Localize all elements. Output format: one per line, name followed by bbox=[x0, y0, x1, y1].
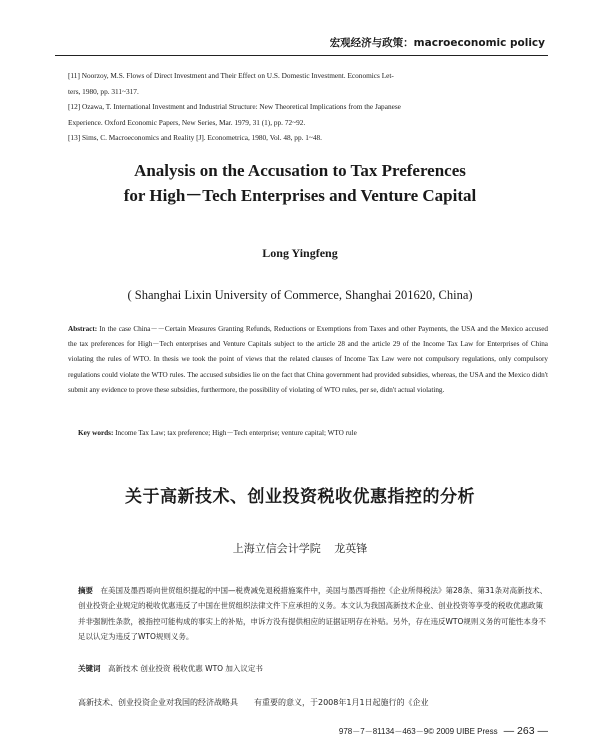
author-name: Long Yingfeng bbox=[262, 246, 338, 260]
reference-item bbox=[68, 130, 546, 146]
chinese-keywords-text: 高新技术 创业投资 税收优惠 WTO 加入议定书 bbox=[108, 664, 263, 673]
paper-title-line: for High－Tech Enterprises and Venture Capital bbox=[123, 186, 477, 205]
reference-item bbox=[68, 68, 546, 99]
abstract-label: Abstract: bbox=[68, 325, 98, 333]
footer-isbn: 978－7－81134－463－9© 2009 UIBE Press bbox=[338, 727, 498, 736]
chinese-author-line bbox=[0, 540, 600, 556]
reference-list bbox=[68, 68, 546, 146]
reference-text: [11] Noorzoy, M.S. Flows of Direct Investment and Their Effect on U.S. Domestic Investment. Economics Let- bbox=[68, 71, 394, 80]
abstract bbox=[68, 322, 548, 398]
chinese-abstract-label: 摘要 bbox=[78, 586, 93, 595]
reference-text: [13] Sims, C. Macroeconomics and Reality [J]. Econometrica, 1980, Vol. 48, pp. 1~48. bbox=[68, 133, 322, 142]
reference-text-continued: Experience. Oxford Economic Papers, New Series, Mar. 1979, 31 (1), pp. 72~92. bbox=[68, 117, 306, 127]
chinese-abstract-text: 在美国及墨西哥向世贸组织提起的中国—税费减免退税措施案件中，美国与墨西哥指控《企业所得税法》第28条、第31条对高新技术、创业投资企业规定的税收优惠违反了中国在世贸组织法律文件下应承担的义务。本文认为我国高新技术企业、创业投资等享受的税收优惠政策并非强制性条款，被指控可能构成的事实上的补贴，申诉方没有提供相应的证据证明存在补贴。另外，存在违反WTO规则义务的可能性本身不足以认定为违反了WTO规则义务。 bbox=[78, 586, 548, 641]
reference-item bbox=[68, 99, 546, 130]
author-affiliation: ( Shanghai Lixin University of Commerce, Shanghai 201620, China) bbox=[127, 288, 473, 302]
page-footer bbox=[339, 725, 548, 737]
abstract-text: In the case China－－Certain Measures Granting Refunds, Reductions or Exemptions from Taxes and other Payments, the USA and the Mexico accused the tax preferences for High－Tech enterprises and Venture Capitals subject to the article 28 and the article 29 of the Income Tax Law for Enterprises of China violating the rules of WTO. In thesis we took the point of views that the related clauses of Income Tax Law were not compulsory regulations, only compulsory regulations could violate the WTO rules. The accused subsidies lie on the fact that China government had provided subsidies, whereas, the USA and the Mexico didn't submit any evidence to prove these subsidies, furthermore, the possibility of violating of WTO rules, per se, didn't actual violating. bbox=[68, 325, 549, 394]
keywords-text: Income Tax Law; tax preference; High－Tech enterprise; venture capital; WTO rule bbox=[115, 429, 357, 437]
chinese-abstract bbox=[78, 583, 548, 644]
chinese-keywords-label: 关键词 bbox=[78, 664, 101, 673]
chinese-author-name: 龙英锋 bbox=[334, 542, 368, 555]
running-head: 宏观经济与政策：macroeconomic policy bbox=[329, 37, 545, 49]
header-rule bbox=[55, 55, 548, 56]
chinese-title: 关于高新技术、创业投资税收优惠指控的分析 bbox=[125, 487, 475, 507]
chinese-keywords bbox=[78, 663, 548, 674]
page-number: — 263 — bbox=[503, 725, 548, 737]
paper-title-line: Analysis on the Accusation to Tax Preferences bbox=[134, 161, 466, 180]
keywords-label: Key words: bbox=[78, 429, 114, 437]
reference-text: [12] Ozawa, T. International Investment and Industrial Structure: New Theoretical Implications from the Japanese bbox=[68, 102, 401, 111]
reference-text-continued: ters, 1980, pp. 311~317. bbox=[68, 86, 139, 96]
chinese-body-text: 高新技术、创业投资企业对我国的经济战略具 有重要的意义，于2008年1月1日起施行的《企业 bbox=[78, 698, 429, 707]
keywords bbox=[78, 428, 548, 438]
chinese-affiliation: 上海立信会计学院 bbox=[232, 542, 321, 555]
paper-title bbox=[40, 158, 560, 208]
